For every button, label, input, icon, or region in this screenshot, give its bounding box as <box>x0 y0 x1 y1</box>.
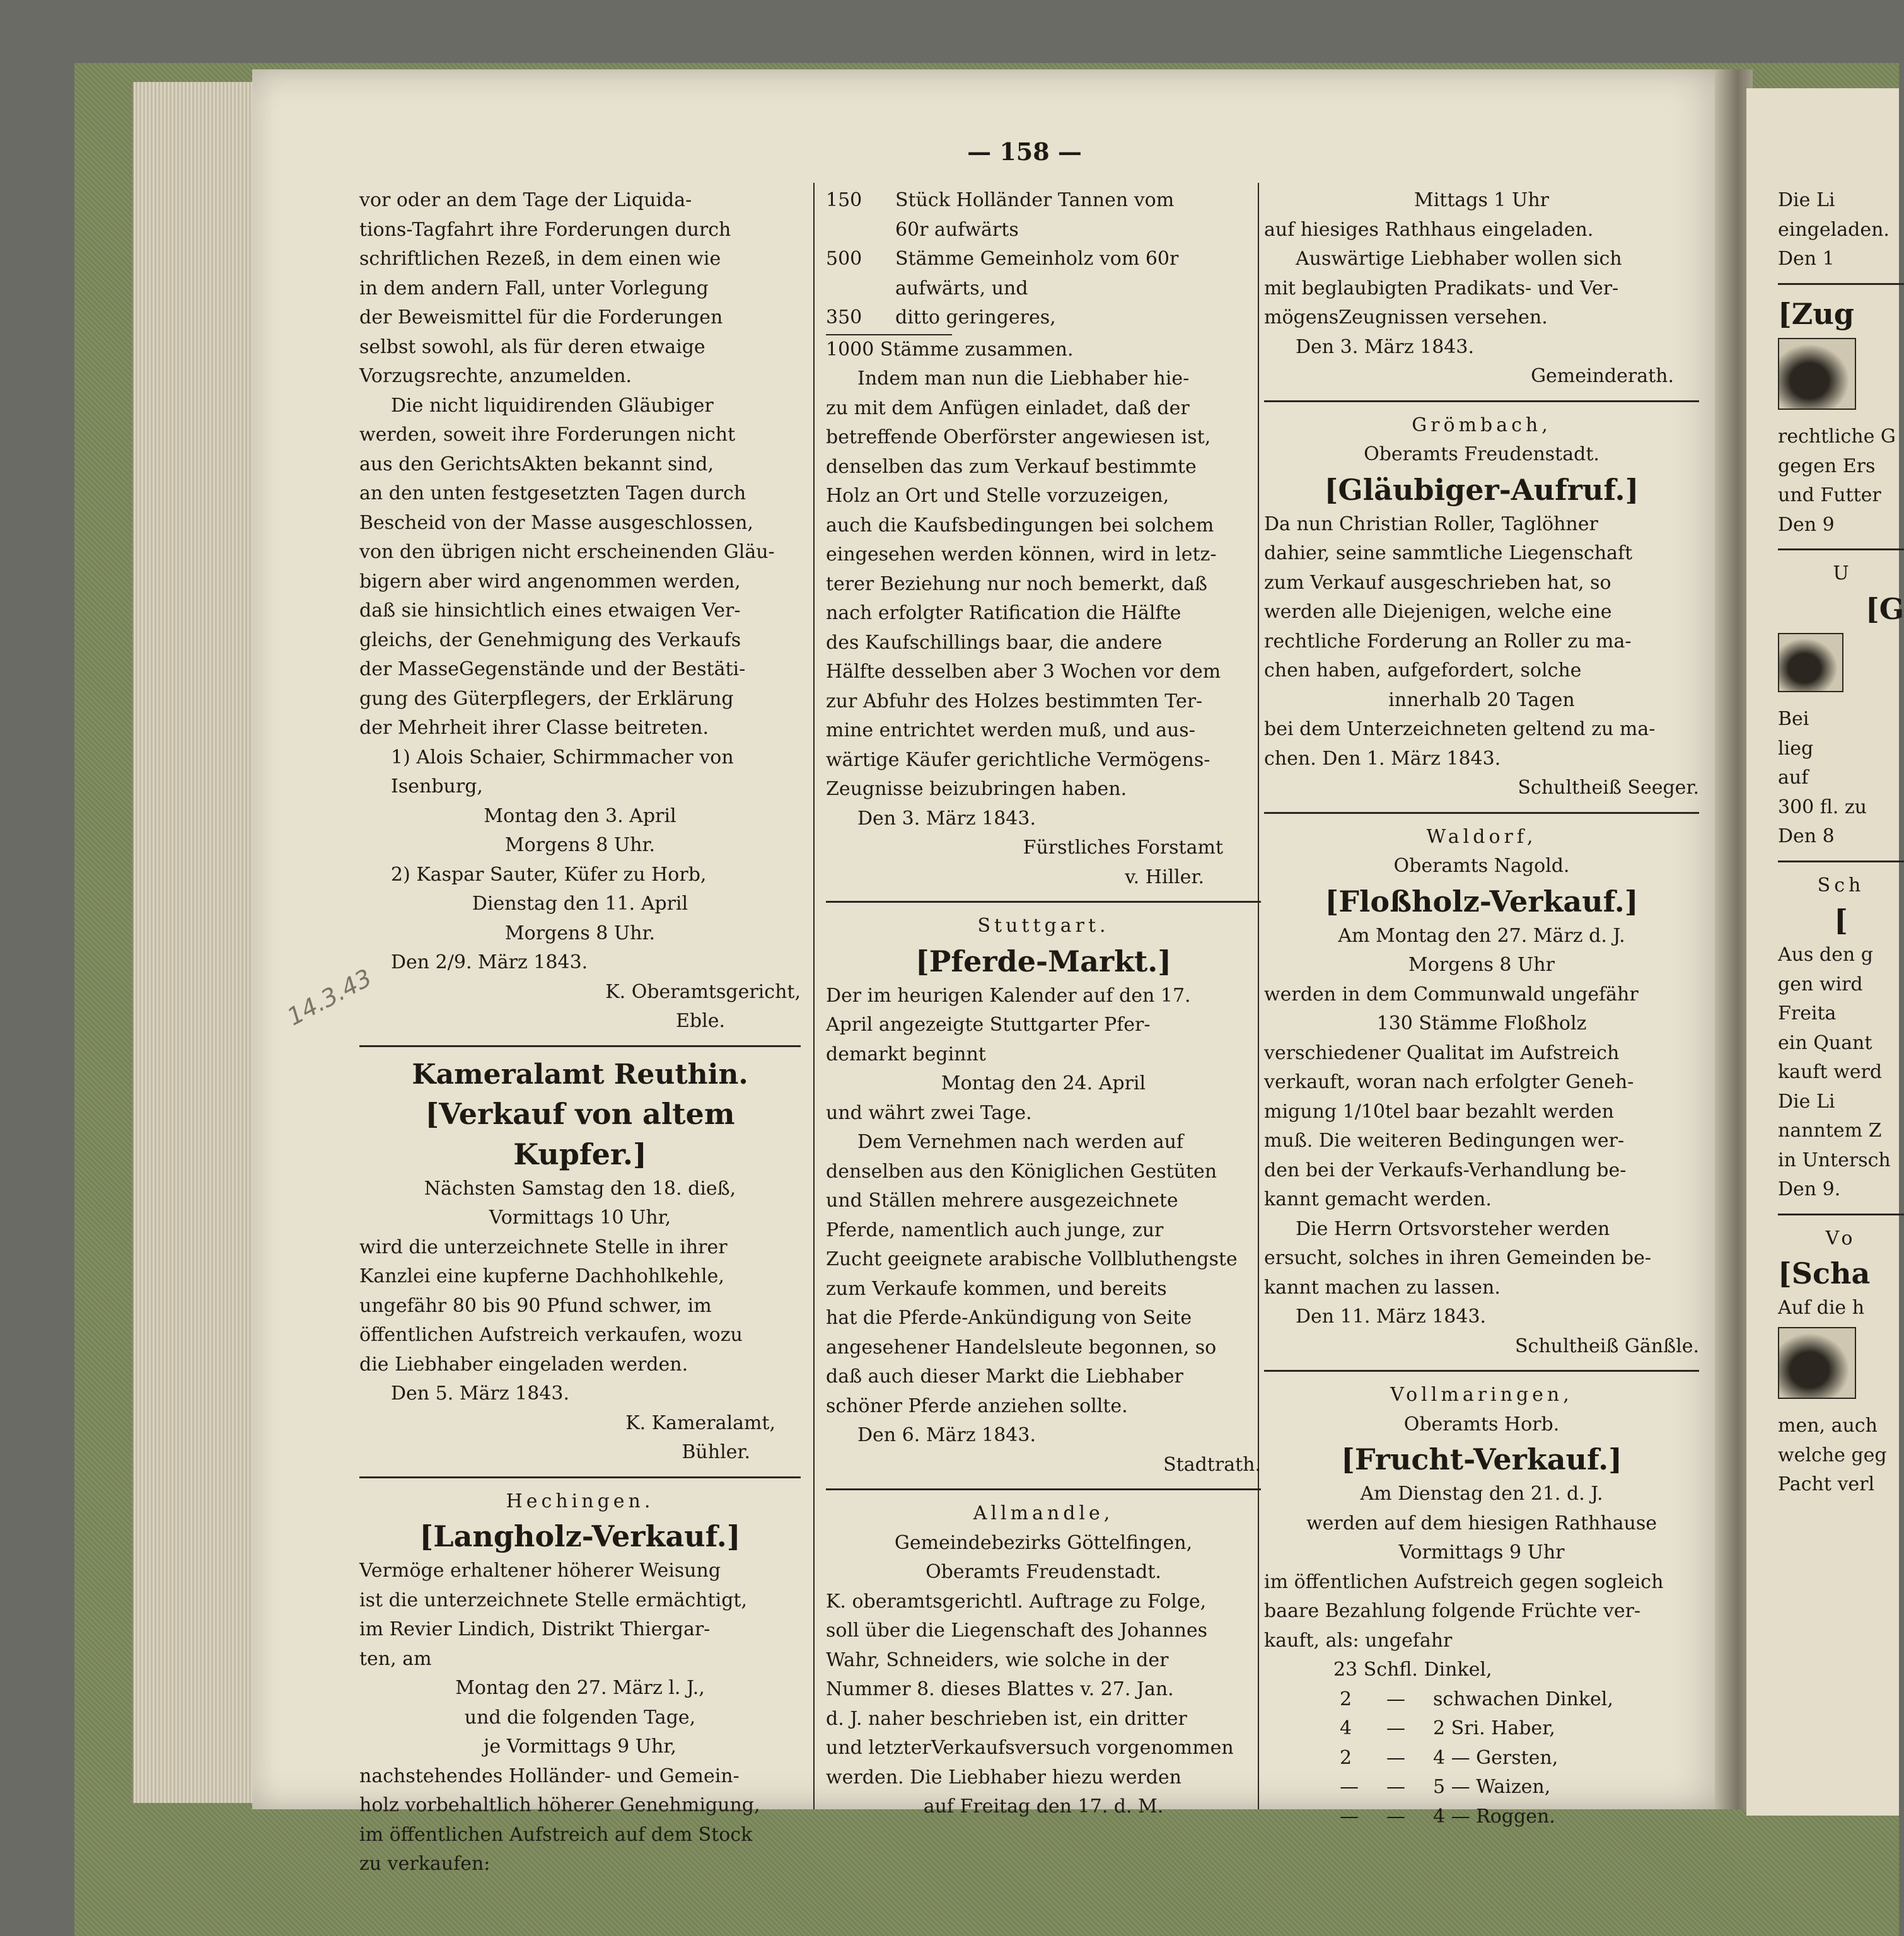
text-line: zu mit dem Anfügen einladet, daß der <box>826 397 1190 419</box>
notice-signature: Schultheiß Gänßle. <box>1515 1335 1699 1357</box>
section-rule <box>1778 1214 1904 1215</box>
text-line: Pacht verl <box>1778 1473 1875 1495</box>
notice-title: [Zug <box>1778 296 1854 331</box>
text-line: mine entrichtet werden muß, und aus- <box>826 719 1195 741</box>
text-line: rechtliche G <box>1778 426 1896 448</box>
pencil-annotation: 14.3.43 <box>282 963 376 1031</box>
grain-dash: — <box>1386 1746 1405 1769</box>
notice-waldorf <box>1264 823 1699 1362</box>
notice-heading: U <box>1833 562 1849 584</box>
text-line: Mittags 1 Uhr <box>1413 189 1549 211</box>
text-line: April angezeigte Stuttgarter Pfer- <box>826 1014 1151 1036</box>
text-line: auf <box>1778 767 1809 789</box>
text-line: K. oberamtsgerichtl. Auftrage zu Folge, <box>826 1590 1207 1613</box>
notice-subheading: Oberamts Freudenstadt. <box>926 1561 1161 1583</box>
text-line: Den 8 <box>1778 825 1835 847</box>
notice-heading: Stuttgart. <box>977 915 1110 937</box>
text-line: soll über die Liegenschaft des Johannes <box>826 1620 1208 1642</box>
text-line: ten, am <box>359 1647 432 1670</box>
text-line: der Mehrheit ihrer Classe beitreten. <box>359 717 709 739</box>
text-line: an den unten festgesetzten Tagen durch <box>359 482 746 504</box>
text-line: mit beglaubigten Pradikats- und Ver- <box>1264 277 1619 299</box>
text-line: Montag den 3. April <box>484 804 676 827</box>
text-line: zur Abfuhr des Holzes bestimmten Ter- <box>826 690 1203 712</box>
wood-desc: aufwärts, und <box>895 277 1028 299</box>
text-line: Die Herrn Ortsvorsteher werden <box>1296 1217 1610 1240</box>
wood-qty: 150 <box>826 189 862 211</box>
column-1 <box>359 186 801 1879</box>
text-line: nanntem Z <box>1778 1120 1882 1142</box>
notice-signature: Eble. <box>676 1010 725 1032</box>
text-line: terer Beziehung nur noch bemerkt, daß <box>826 572 1207 595</box>
wood-qty: 350 <box>826 306 862 328</box>
notice-heading: Vo <box>1825 1227 1857 1249</box>
notice-heading: Sch <box>1817 874 1865 896</box>
text-line: von den übrigen nicht erscheinenden Gläu- <box>359 541 775 563</box>
grain-table <box>1264 1685 1699 1832</box>
text-line: je Vormittags 9 Uhr, <box>484 1736 676 1758</box>
text-line: chen. Den 1. März 1843. <box>1264 747 1501 770</box>
section-rule <box>359 1476 801 1478</box>
text-line: Am Montag den 27. März d. J. <box>1338 924 1625 947</box>
grain-row: 23 Schfl. Dinkel, <box>1333 1659 1492 1681</box>
grain-qty: — <box>1340 1805 1359 1828</box>
notice-kameralamt <box>359 1056 801 1468</box>
column-4-partial <box>1778 186 1904 1500</box>
section-rule <box>1778 283 1904 285</box>
wood-desc: Stämme Gemeinholz vom 60r <box>895 248 1179 270</box>
text-line: Da nun Christian Roller, Taglöhner <box>1264 513 1598 535</box>
text-line: innerhalb 20 Tagen <box>1388 688 1575 711</box>
text-line: eingeladen. <box>1778 218 1889 241</box>
wood-table <box>826 186 1261 333</box>
notice-groembach <box>1264 411 1699 803</box>
page-edges <box>132 82 266 1803</box>
wood-desc: Stück Holländer Tannen vom <box>895 189 1175 211</box>
text-line: kannt machen zu lassen. <box>1264 1276 1501 1299</box>
text-line: Vormittags 10 Uhr, <box>489 1207 671 1229</box>
text-line: demarkt beginnt <box>826 1043 986 1065</box>
notice-subheading: Gemeindebezirks Göttelfingen, <box>894 1531 1193 1554</box>
grain-dash: — <box>1386 1688 1405 1710</box>
notice-date: Den 6. März 1843. <box>857 1424 1036 1446</box>
text-line: bigern aber wird angenommen werden, <box>359 570 741 593</box>
grain-qty: 4 <box>1340 1717 1352 1739</box>
wood-desc: 60r aufwärts <box>895 218 1019 241</box>
notice-signature: K. Oberamtsgericht, <box>605 980 801 1003</box>
text-line: 130 Stämme Floßholz <box>1376 1012 1587 1035</box>
text-line: Hälfte desselben aber 3 Wochen vor dem <box>826 661 1221 683</box>
text-line: werden, soweit ihre Forderungen nicht <box>359 424 736 446</box>
text-line: 1) Alois Schaier, Schirmmacher von <box>391 746 734 768</box>
text-line: Bei <box>1778 708 1809 730</box>
notice-date: Den 11. März 1843. <box>1296 1306 1487 1328</box>
text-line: nachstehendes Holländer- und Gemein- <box>359 1765 740 1787</box>
text-line: Die Li <box>1778 189 1835 211</box>
wood-total: 1000 Stämme zusammen. <box>826 338 1074 361</box>
text-line: bei dem Unterzeichneten geltend zu ma- <box>1264 718 1656 740</box>
text-line: aus den GerichtsAkten bekannt sind, <box>359 453 714 475</box>
text-line: Montag den 24. April <box>941 1072 1146 1094</box>
text-line: wird die unterzeichnete Stelle in ihrer <box>359 1236 728 1258</box>
notice-heading: Grömbach, <box>1412 414 1552 436</box>
text-line: Den 9. <box>1778 1178 1841 1200</box>
text-line: betreffende Oberförster angewiesen ist, <box>826 426 1211 448</box>
text-line: baare Bezahlung folgende Früchte ver- <box>1264 1600 1641 1622</box>
text-line: Freita <box>1778 1002 1837 1024</box>
text-line: denselben aus den Königlichen Gestüten <box>826 1160 1217 1183</box>
text-line: welche geg <box>1778 1444 1887 1466</box>
text-line: und währt zwei Tage. <box>826 1101 1032 1124</box>
notice-heading: Kameralamt Reuthin. <box>412 1058 748 1091</box>
figure-woodcut-icon <box>1778 1327 1856 1399</box>
text-line: Bescheid von der Masse ausgeschlossen, <box>359 511 753 534</box>
text-line: im öffentlichen Aufstreich gegen sogleich <box>1264 1570 1664 1593</box>
text-line: verschiedener Qualitat im Aufstreich <box>1264 1041 1620 1064</box>
grain-kind: schwachen Dinkel, <box>1433 1688 1613 1710</box>
text-line: schriftlichen Rezeß, in dem einen wie <box>359 248 721 270</box>
notice-title: [Verkauf von altem Kupfer.] <box>425 1096 735 1171</box>
section-rule <box>1778 548 1904 550</box>
text-line: und Ställen mehrere ausgezeichnete <box>826 1190 1178 1212</box>
text-line: Auswärtige Liebhaber wollen sich <box>1296 248 1622 270</box>
grain-kind: 4 — Gersten, <box>1433 1746 1559 1769</box>
text-line: in Untersch <box>1778 1149 1891 1171</box>
text-line: Zeugnisse beizubringen haben. <box>826 778 1127 800</box>
text-line: hat die Pferde-Ankündigung von Seite <box>826 1307 1192 1329</box>
text-line: Pferde, namentlich auch junge, zur <box>826 1219 1164 1241</box>
text-line: im Revier Lindich, Distrikt Thiergar- <box>359 1618 711 1640</box>
text-line: Die nicht liquidirenden Gläubiger <box>391 394 714 417</box>
notice-date: Den 3. März 1843. <box>857 807 1036 830</box>
wood-qty: 500 <box>826 248 862 270</box>
text-line: angesehener Handelsleute begonnen, so <box>826 1336 1217 1359</box>
text-line: werden in dem Communwald ungefähr <box>1264 983 1639 1006</box>
text-line: kauft werd <box>1778 1061 1883 1083</box>
notice-date: Den 2/9. März 1843. <box>391 951 588 973</box>
text-line: migung 1/10tel baar bezahlt werden <box>1264 1100 1614 1123</box>
section-rule <box>1264 400 1699 402</box>
notice-hechingen <box>359 1487 801 1879</box>
text-line: holz vorbehaltlich höherer Genehmigung, <box>359 1794 760 1816</box>
section-rule <box>1264 812 1699 814</box>
text-line: dahier, seine sammtliche Liegenschaft <box>1264 542 1633 564</box>
notice-title: [Pferde-Markt.] <box>915 944 1172 978</box>
notice-stuttgart <box>826 912 1261 1480</box>
text-line: werden alle Diejenigen, welche eine <box>1264 601 1612 623</box>
text-line: und die folgenden Tage, <box>464 1706 696 1729</box>
text-line: Morgens 8 Uhr. <box>504 922 656 944</box>
text-line: ungefähr 80 bis 90 Pfund schwer, im <box>359 1294 712 1317</box>
text-line: Wahr, Schneiders, wie solche in der <box>826 1649 1169 1671</box>
text-line: werden. Die Liebhaber hiezu werden <box>826 1766 1181 1788</box>
notice-heading: Vollmaringen, <box>1390 1384 1573 1406</box>
text-line: Isenburg, <box>391 775 483 797</box>
text-line: selbst sowohl, als für deren etwaige <box>359 335 705 358</box>
notice-title: [Scha <box>1778 1256 1871 1290</box>
text-line: ein Quant <box>1778 1031 1872 1054</box>
text-line: zum Verkauf ausgeschrieben hat, so <box>1264 571 1611 594</box>
section-rule <box>1778 861 1904 862</box>
text-line: rechtliche Forderung an Roller zu ma- <box>1264 630 1632 652</box>
text-line: die Liebhaber eingeladen werden. <box>359 1353 688 1376</box>
text-line: tions-Tagfahrt ihre Forderungen durch <box>359 218 731 241</box>
text-line: Aus den g <box>1778 944 1873 966</box>
text-line: daß auch dieser Markt die Liebhaber <box>826 1365 1183 1388</box>
text-line: 300 fl. zu <box>1778 796 1867 818</box>
text-line: Montag den 27. März l. J., <box>455 1677 705 1699</box>
text-line: men, auch <box>1778 1415 1878 1437</box>
wood-qty <box>826 274 895 304</box>
text-line: des Kaufschillings baar, die andere <box>826 631 1163 654</box>
text-line: zu verkaufen: <box>359 1853 491 1875</box>
text-line: gung des Güterpflegers, der Erklärung <box>359 687 734 710</box>
text-line: öffentlichen Aufstreich verkaufen, wozu <box>359 1324 743 1346</box>
text-line: nach erfolgter Ratification die Hälfte <box>826 602 1181 624</box>
grain-qty: — <box>1340 1776 1359 1798</box>
notice-title: [Frucht-Verkauf.] <box>1341 1442 1622 1476</box>
text-line: d. J. naher beschrieben ist, ein dritter <box>826 1707 1187 1730</box>
text-line: Vorzugsrechte, anzumelden. <box>359 365 632 387</box>
notice-heading: Waldorf, <box>1426 825 1537 848</box>
text-line: Den 9 <box>1778 513 1835 536</box>
notice-heading: Allmandle, <box>973 1502 1114 1524</box>
text-line: chen haben, aufgefordert, solche <box>1264 659 1582 681</box>
grain-qty: 2 <box>1340 1688 1352 1710</box>
text-line: werden auf dem hiesigen Rathhause <box>1306 1512 1657 1534</box>
text-line: daß sie hinsichtlich eines etwaigen Ver- <box>359 600 741 622</box>
text-line: vor oder an dem Tage der Liquida- <box>359 189 692 211</box>
notice-signature: Fürstliches Forstamt <box>1023 837 1223 859</box>
notice-date: Den 3. März 1843. <box>1296 335 1474 358</box>
section-rule <box>826 901 1261 903</box>
text-line: kannt gemacht werden. <box>1264 1188 1492 1210</box>
text-line: gen wird <box>1778 973 1863 995</box>
text-line: Den 1 <box>1778 248 1835 270</box>
fruit-woodcut-icon <box>1778 633 1843 692</box>
notice-signature: Stadtrath. <box>1163 1453 1261 1476</box>
text-line: Vormittags 9 Uhr <box>1398 1541 1565 1563</box>
text-line: verkauft, woran nach erfolgter Geneh- <box>1264 1071 1634 1093</box>
text-line: gegen Ers <box>1778 455 1876 477</box>
text-line: kauft, als: ungefahr <box>1264 1629 1453 1652</box>
notice-subheading: Oberamts Nagold. <box>1393 855 1570 877</box>
grain-kind: 5 — Waizen, <box>1433 1776 1551 1798</box>
text-line: schöner Pferde anziehen sollte. <box>826 1394 1128 1417</box>
text-line: in dem andern Fall, unter Vorlegung <box>359 277 709 299</box>
text-line: Die Li <box>1778 1090 1835 1113</box>
text-line: auf Freitag den 17. d. M. <box>923 1795 1164 1817</box>
notice-subheading: Oberamts Horb. <box>1403 1413 1560 1435</box>
text-line: Der im heurigen Kalender auf den 17. <box>826 984 1191 1007</box>
column-2 <box>826 186 1261 1822</box>
notice-signature: Gemeinderath. <box>1531 365 1674 387</box>
text-line: Nummer 8. dieses Blattes v. 27. Jan. <box>826 1678 1174 1700</box>
notice-heading: Hechingen. <box>506 1490 654 1512</box>
notice-signature: K. Kameralamt, <box>625 1411 775 1434</box>
page-number: — 158 — <box>967 137 1082 166</box>
grain-kind: 2 Sri. Haber, <box>1433 1717 1555 1739</box>
text-line: und Futter <box>1778 484 1881 506</box>
notice-title: [G <box>1865 591 1904 626</box>
grain-dash: — <box>1386 1805 1405 1828</box>
column-3 <box>1264 186 1699 1831</box>
notice-signature: v. Hiller. <box>1125 866 1204 888</box>
text-line: im öffentlichen Aufstreich auf dem Stock <box>359 1823 753 1846</box>
notice-title: [Gläubiger-Aufruf.] <box>1324 472 1639 507</box>
text-line: Auf die h <box>1778 1297 1865 1319</box>
column-divider <box>813 183 815 1809</box>
text-line: Kanzlei eine kupferne Dachhohlkehle, <box>359 1265 724 1287</box>
notice-title: [ <box>1834 903 1848 937</box>
text-line: denselben das zum Verkauf bestimmte <box>826 455 1197 478</box>
section-rule <box>1264 1370 1699 1372</box>
grain-dash: — <box>1386 1776 1405 1798</box>
grain-qty: 2 <box>1340 1746 1352 1769</box>
text-line: Holz an Ort und Stelle vorzuzeigen, <box>826 485 1170 507</box>
text-line: Nächsten Samstag den 18. dieß, <box>424 1177 736 1200</box>
notice-title: [Floßholz-Verkauf.] <box>1325 884 1639 919</box>
dog-woodcut-icon <box>1778 338 1856 410</box>
text-line: der Beweismittel für die Forderungen <box>359 306 723 328</box>
notice-continuation <box>359 186 801 1036</box>
notice-signature: Schultheiß Seeger. <box>1518 777 1699 799</box>
text-line: Indem man nun die Liebhaber hie- <box>857 368 1190 390</box>
text-line: Vermöge erhaltener höherer Weisung <box>359 1560 721 1582</box>
text-line: der MasseGegenstände und der Bestäti- <box>359 658 746 680</box>
grain-kind: 4 — Roggen. <box>1433 1805 1555 1828</box>
text-line: 2) Kaspar Sauter, Küfer zu Horb, <box>391 863 707 886</box>
text-line: Zucht geeignete arabische Vollbluthengste <box>826 1248 1238 1270</box>
text-line: zum Verkaufe kommen, und bereits <box>826 1277 1167 1300</box>
notice-title: [Langholz-Verkauf.] <box>419 1519 741 1553</box>
section-rule <box>826 1488 1261 1490</box>
text-line: ersucht, solches in ihren Gemeinden be- <box>1264 1247 1651 1269</box>
wood-qty <box>826 216 895 245</box>
notice-signature: Bühler. <box>682 1441 750 1463</box>
text-line: gleichs, der Genehmigung des Verkaufs <box>359 629 741 651</box>
text-line: und letzterVerkaufsversuch vorgenommen <box>826 1737 1234 1759</box>
text-line: Dem Vernehmen nach werden auf <box>857 1131 1184 1153</box>
wood-desc: ditto geringeres, <box>895 306 1056 328</box>
text-line: Morgens 8 Uhr <box>1408 954 1555 976</box>
notice-allmandle <box>826 1499 1261 1822</box>
grain-dash: — <box>1386 1717 1405 1739</box>
text-line: auf hiesiges Rathhaus eingeladen. <box>1264 218 1594 241</box>
notice-vollmaringen <box>1264 1381 1699 1831</box>
text-line: lieg <box>1778 737 1814 760</box>
section-rule <box>359 1045 801 1047</box>
text-line: auch die Kaufsbedingungen bei solchem <box>826 514 1214 536</box>
notice-date: Den 5. März 1843. <box>391 1382 569 1405</box>
notice-subheading: Oberamts Freudenstadt. <box>1364 443 1599 465</box>
text-line: Am Dienstag den 21. d. J. <box>1360 1483 1603 1505</box>
text-line: eingesehen werden können, wird in letz- <box>826 543 1217 565</box>
text-line: muß. Die weiteren Bedingungen wer- <box>1264 1130 1625 1152</box>
text-line: den bei der Verkaufs-Verhandlung be- <box>1264 1159 1627 1181</box>
text-line: Dienstag den 11. April <box>472 893 688 915</box>
text-line: wärtige Käufer gerichtliche Vermögens- <box>826 748 1210 771</box>
text-line: ist die unterzeichnete Stelle ermächtigt, <box>359 1589 747 1611</box>
text-line: Morgens 8 Uhr. <box>504 834 656 856</box>
text-line: mögensZeugnissen versehen. <box>1264 306 1548 328</box>
